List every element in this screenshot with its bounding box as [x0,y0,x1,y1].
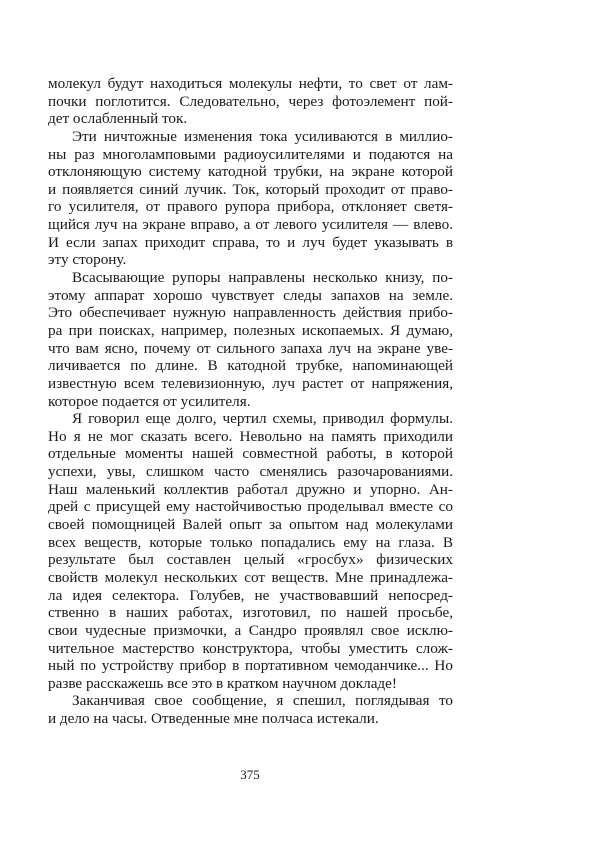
text-line: успехи, увы, слишком часто сменялись разочарованиями. [48,463,453,481]
page-body [48,75,453,728]
text-line: свойств молекул нескольких сот веществ. Мне принадлежа- [48,568,453,586]
paragraph [48,410,453,692]
paragraph [48,75,453,128]
text-line: личивается по длине. В катодной трубке, напоминающей [48,357,453,375]
text-line: ственно в наших работах, изготовил, по нашей просьбе, [48,604,453,622]
text-line: дет ослабленный ток. [48,110,188,128]
text-line: го усилителя, от правого рупора прибора, отклоняет светя- [48,198,453,216]
text-line: ны раз многоламповыми радиоусилителями и подаются на [48,145,453,163]
text-line: Заканчивая свое сообщение, я спешил, поглядывая то [72,692,453,710]
text-line: этому аппарат хорошо чувствует следы запахов на земле. [48,286,453,304]
page-number-text: 375 [240,767,260,782]
text-line: разве расскажешь все это в кратком научном докладе! [48,674,397,692]
text-line: и дело на часы. Отведенные мне полчаса истекали. [48,710,379,728]
text-line: известную всем телевизионную, луч растет от напряжения, [48,374,453,392]
text-line: что вам ясно, почему от сильного запаха луч на экране уве- [48,339,453,357]
text-line: результате был составлен целый «гросбух» физических [48,551,453,569]
text-line: дрей с присущей ему настойчивостью проделывал вместе со [48,498,453,516]
paragraph [48,128,453,269]
text-line: Но я не мог сказать всего. Невольно на память приходили [48,427,453,445]
text-line: свои чудесные призмочки, а Сандро проявлял свое исклю- [48,621,453,639]
text-line: и появляется синий лучик. Ток, который проходит от право- [48,180,453,198]
text-line: И если запах приходит справа, то и луч будет указывать в [48,233,453,251]
text-line: Наш маленький коллектив работал дружно и упорно. Ан- [48,480,453,498]
paragraph [48,692,453,727]
text-line: ла идея селектора. Голубев, не участвовавший непосред- [48,586,453,604]
text-line: почки поглотится. Следовательно, через фотоэлемент пой- [48,92,453,110]
text-line: Эти ничтожные изменения тока усиливаются в миллио- [72,127,453,145]
text-line: отдельные моменты нашей совместной работы, в которой [48,445,453,463]
text-line: которое подается от усилителя. [48,392,251,410]
text-line: эту сторону. [48,251,127,269]
text-line: отклоняющую систему катодной трубки, на экране которой [48,163,453,181]
text-line: Это обеспечивает нужную направленность действия прибо- [48,304,453,322]
text-line: Я говорил еще долго, чертил схемы, приводил формулы. [72,410,453,428]
text-line: чительное мастерство конструктора, чтобы уместить слож- [48,639,453,657]
text-line: Всасывающие рупоры направлены несколько книзу, по- [72,269,453,287]
text-line: щийся луч на экране вправо, а от левого усилителя — влево. [48,216,453,234]
paragraph [48,269,453,410]
text-line: ный по устройству прибор в портативном чемоданчике... Но [48,657,453,675]
page-number [0,767,600,783]
text-line: всех веществ, которые только попадались ему на глаза. В [48,533,453,551]
text-line: молекул будут находиться молекулы нефти, то свет от лам- [48,75,453,92]
text-line: своей помощницей Валей опыт за опытом над молекулами [48,516,453,534]
text-line: ра при поисках, например, полезных ископаемых. Я думаю, [48,321,453,339]
